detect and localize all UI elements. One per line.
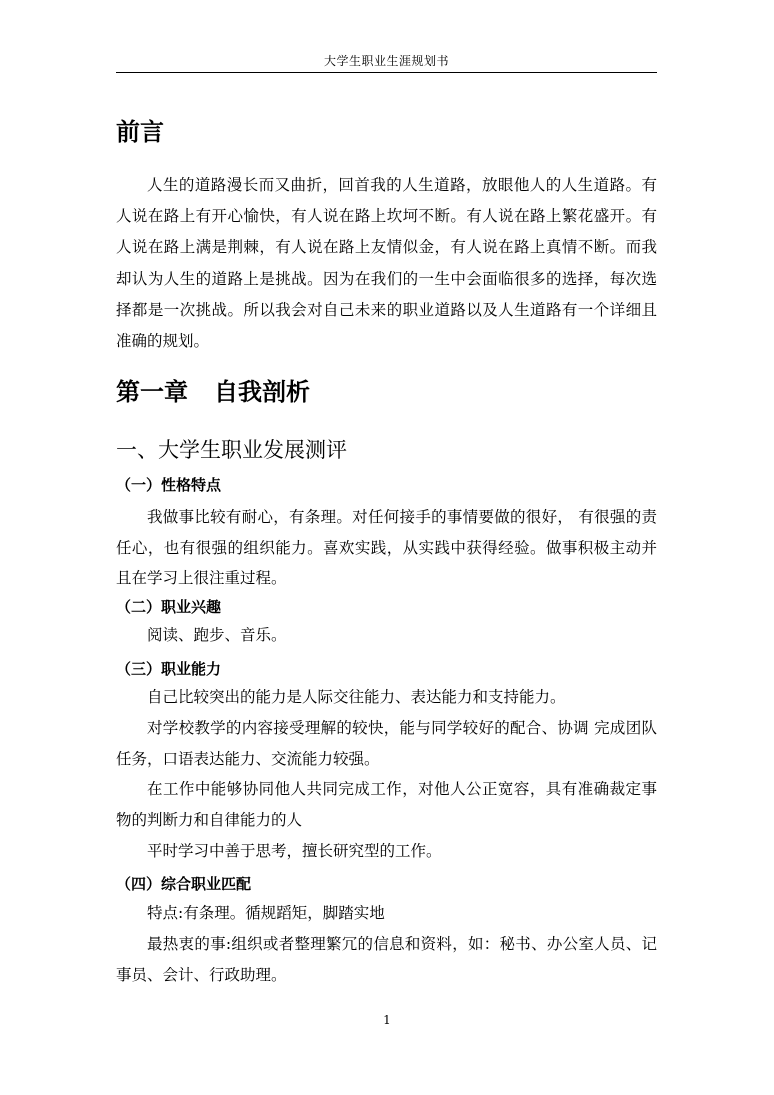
matching-paragraph: 最热衷的事:组织或者整理繁冗的信息和资料，如：秘书、办公室人员、记事员、会计、行政助理。 [116,935,657,985]
personality-paragraph: 我做事比较有耐心，有条理。对任何接手的事情要做的很好， 有很强的责任心，也有很强的组织能力。喜欢实践，从实践中获得经验。做事积极主动并且在学习上很注重过程。 [116,508,657,587]
abilities-paragraph: 在工作中能够协同他人共同完成工作，对他人公正宽容，具有准确裁定事物的判断力和自律能力的人 [116,780,657,830]
chapter-number: 第一章 [116,378,188,406]
preface-paragraph: 人生的道路漫长而又曲折，回首我的人生道路，放眼他人的人生道路。有人说在路上有开心愉快，有人说在路上坎坷不断。有人说在路上繁花盛开。有人说在路上满是荆棘，有人说在路上友情似金，有人说在路上真情不断。而我却认为人生的道路上是挑战。因为在我们的一生中会面临很多的选择，每次选择都是一次挑战。所以我会对自己未来的职业道路以及人生道路有一个详细且准确的规划。 [116,176,657,351]
preface-heading: 前言 [116,118,164,146]
subsection-heading-matching: （四）综合职业匹配 [116,875,252,893]
matching-paragraph: 特点:有条理。循规蹈矩，脚踏实地 [147,904,385,922]
abilities-paragraph: 对学校教学的内容接受理解的较快，能与同学较好的配合、协调 完成团队任务，口语表达能力、交流能力较强。 [116,719,657,769]
subsection-heading-interests: （二）职业兴趣 [116,598,222,616]
running-header: 大学生职业生涯规划书 [323,54,449,68]
subsection-heading-personality: （一）性格特点 [116,476,222,494]
abilities-paragraph: 自己比较突出的能力是人际交往能力、表达能力和支持能力。 [147,688,566,706]
subsection-heading-abilities: （三）职业能力 [116,660,222,678]
chapter-title: 自我剖析 [214,378,310,406]
header-rule [116,72,657,73]
abilities-paragraph: 平时学习中善于思考，擅长研究型的工作。 [147,842,442,860]
section-heading: 一、大学生职业发展测评 [116,438,347,462]
chapter-heading [116,377,310,407]
interests-paragraph: 阅读、跑步、音乐。 [147,626,287,644]
page-number: 1 [383,1013,391,1027]
